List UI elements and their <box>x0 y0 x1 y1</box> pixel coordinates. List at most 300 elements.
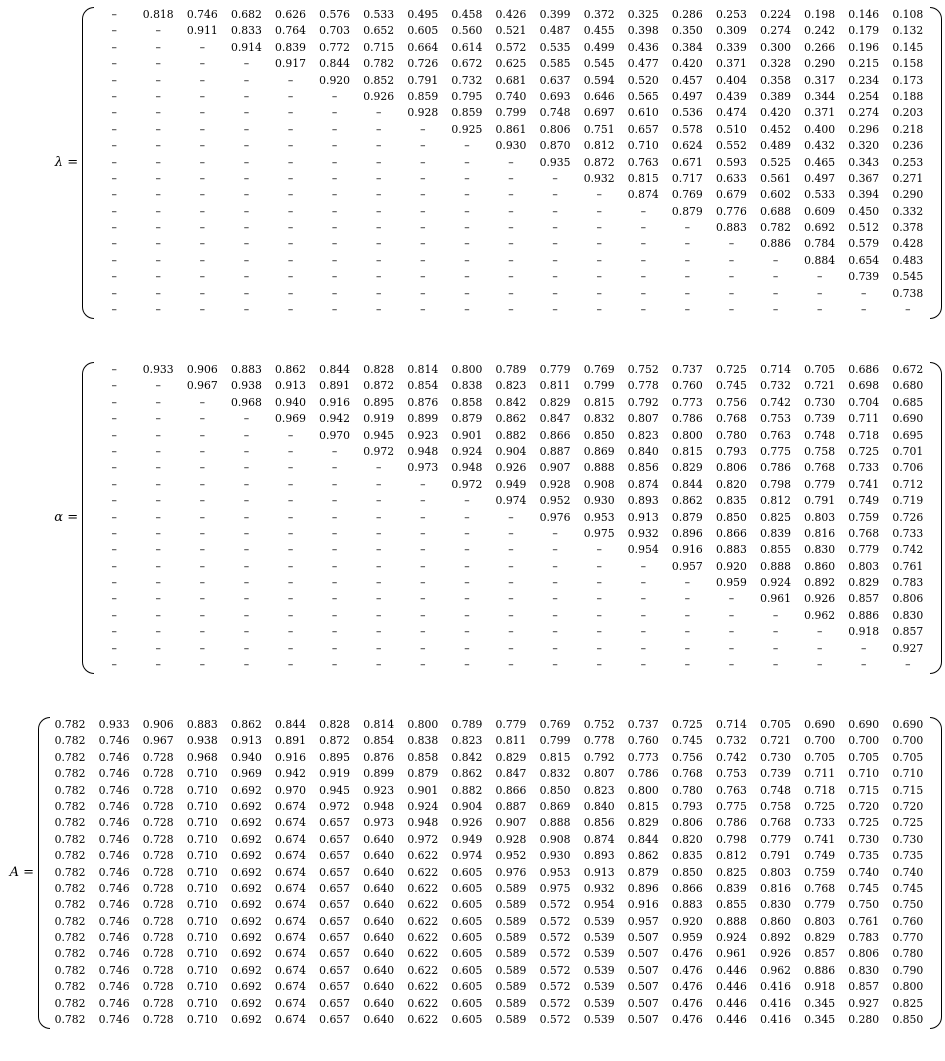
matrix-cell: 0.674 <box>275 931 306 945</box>
matrix-cell: – <box>287 73 294 87</box>
matrix-cell: – <box>508 559 514 573</box>
matrix-cell: – <box>155 428 161 442</box>
matrix-cell: 0.838 <box>407 734 439 748</box>
matrix-cell: 0.539 <box>583 931 615 945</box>
matrix-cell: 0.807 <box>583 767 615 781</box>
lambda-grid <box>92 7 930 318</box>
matrix-cell: 0.829 <box>627 816 659 830</box>
matrix-cell: 0.605 <box>451 898 483 912</box>
matrix-cell: – <box>155 286 161 300</box>
matrix-cell: 0.814 <box>407 363 439 376</box>
matrix-cell: – <box>111 363 117 376</box>
matrix-cell: 0.973 <box>407 461 439 475</box>
matrix-cell: – <box>508 658 514 672</box>
matrix-cell: 0.887 <box>539 444 571 458</box>
matrix-cell: 0.605 <box>451 1013 483 1027</box>
matrix-cell: 0.930 <box>583 494 615 508</box>
matrix-cell: – <box>816 625 823 639</box>
matrix-cell: – <box>111 576 117 590</box>
matrix-cell: 0.253 <box>892 155 924 169</box>
matrix-cell: 0.622 <box>407 849 439 863</box>
matrix-cell: 0.769 <box>539 718 571 731</box>
matrix-cell: – <box>640 270 646 284</box>
matrix-cell: – <box>199 139 206 153</box>
matrix-row <box>48 750 930 766</box>
matrix-cell: 0.870 <box>539 139 571 153</box>
matrix-cell: 0.926 <box>804 592 836 606</box>
matrix-cell: – <box>552 641 558 655</box>
matrix-cell: – <box>728 270 735 284</box>
matrix-cell: – <box>684 303 691 317</box>
matrix-cell: 0.879 <box>627 865 659 879</box>
matrix-cell: 0.760 <box>627 734 659 748</box>
matrix-cell: 0.930 <box>539 849 571 863</box>
matrix-cell: 0.728 <box>142 996 174 1010</box>
matrix-cell: 0.920 <box>715 559 747 573</box>
matrix-cell: – <box>287 303 294 317</box>
matrix-cell: 0.756 <box>671 750 703 764</box>
matrix-cell: – <box>508 155 514 169</box>
matrix-row <box>92 608 930 624</box>
matrix-cell: 0.761 <box>892 559 924 573</box>
matrix-row <box>48 717 930 733</box>
matrix-cell: – <box>155 395 161 409</box>
matrix-cell: – <box>684 221 691 235</box>
matrix-cell: 0.507 <box>627 963 659 977</box>
matrix-cell: 0.782 <box>54 898 86 912</box>
a-right-paren <box>930 717 942 1029</box>
matrix-cell: – <box>243 106 250 120</box>
matrix-cell: – <box>331 608 338 622</box>
matrix-cell: 0.793 <box>715 444 747 458</box>
matrix-cell: 0.682 <box>230 8 262 21</box>
matrix-cell: 0.812 <box>715 849 747 863</box>
matrix-cell: 0.458 <box>451 8 483 21</box>
matrix-cell: 0.882 <box>451 783 483 797</box>
matrix-row <box>92 362 930 378</box>
matrix-cell: 0.394 <box>848 188 880 202</box>
matrix-cell: – <box>199 253 206 267</box>
matrix-cell: – <box>287 155 294 169</box>
matrix-cell: 0.840 <box>627 444 659 458</box>
matrix-cell: 0.745 <box>848 881 880 895</box>
matrix-cell: – <box>331 559 338 573</box>
matrix-cell: 0.970 <box>319 428 351 442</box>
matrix-cell: 0.753 <box>760 412 791 426</box>
matrix-cell: 0.814 <box>363 718 395 731</box>
matrix-cell: 0.572 <box>539 947 571 961</box>
matrix-cell: 0.850 <box>539 783 571 797</box>
matrix-cell: 0.907 <box>495 816 527 830</box>
matrix-cell: 0.674 <box>275 980 306 994</box>
matrix-cell: 0.290 <box>804 57 836 71</box>
matrix-cell: 0.539 <box>583 996 615 1010</box>
matrix-cell: 0.756 <box>715 395 747 409</box>
matrix-cell: 0.957 <box>671 559 703 573</box>
matrix-cell: 0.565 <box>627 89 659 103</box>
matrix-cell: – <box>243 221 250 235</box>
matrix-cell: 0.704 <box>848 395 880 409</box>
matrix-cell: 0.858 <box>451 395 483 409</box>
matrix-cell: 0.940 <box>230 750 262 764</box>
matrix-cell: 0.913 <box>583 865 615 879</box>
matrix-cell: 0.657 <box>319 865 351 879</box>
matrix-cell: – <box>420 477 426 491</box>
matrix-cell: 0.869 <box>539 799 571 813</box>
matrix-cell: – <box>640 253 646 267</box>
matrix-cell: 0.688 <box>760 204 791 218</box>
matrix-cell: 0.705 <box>848 750 880 764</box>
matrix-cell: 0.605 <box>451 963 483 977</box>
matrix-cell: 0.398 <box>627 24 659 38</box>
matrix-cell: 0.572 <box>539 996 571 1010</box>
matrix-cell: 0.685 <box>892 395 924 409</box>
matrix-cell: 0.692 <box>230 1013 262 1027</box>
matrix-cell: 0.712 <box>892 477 924 491</box>
matrix-cell: 0.572 <box>539 914 571 928</box>
matrix-cell: 0.474 <box>715 106 747 120</box>
matrix-cell: 0.711 <box>848 412 880 426</box>
matrix-row <box>92 428 930 444</box>
matrix-cell: 0.728 <box>142 849 174 863</box>
matrix-cell: 0.733 <box>804 816 836 830</box>
matrix-cell: – <box>552 171 558 185</box>
matrix-cell: 0.844 <box>671 477 703 491</box>
matrix-cell: – <box>728 303 735 317</box>
matrix-cell: 0.829 <box>804 931 836 945</box>
matrix-cell: 0.254 <box>848 89 880 103</box>
matrix-cell: 0.693 <box>539 89 571 103</box>
matrix-cell: 0.953 <box>539 865 571 879</box>
matrix-cell: 0.345 <box>804 996 836 1010</box>
matrix-cell: 0.806 <box>539 122 571 136</box>
matrix-cell: – <box>376 543 382 557</box>
matrix-cell: 0.968 <box>186 750 218 764</box>
matrix-cell: 0.916 <box>671 543 703 557</box>
matrix-row <box>92 122 930 138</box>
matrix-cell: – <box>508 171 514 185</box>
matrix-cell: 0.759 <box>848 510 880 524</box>
matrix-cell: – <box>772 253 779 267</box>
matrix-cell: 0.657 <box>319 898 351 912</box>
matrix-cell: – <box>199 303 206 317</box>
matrix-cell: – <box>331 477 338 491</box>
matrix-cell: – <box>376 477 382 491</box>
matrix-cell: – <box>199 221 206 235</box>
a-matrix <box>0 717 945 1029</box>
matrix-cell: 0.872 <box>583 155 615 169</box>
matrix-cell: – <box>111 592 117 606</box>
matrix-cell: 0.782 <box>54 734 86 748</box>
matrix-cell: – <box>331 188 338 202</box>
matrix-cell: – <box>155 73 161 87</box>
matrix-cell: 0.686 <box>848 363 880 376</box>
matrix-row <box>48 865 930 881</box>
matrix-cell: 0.779 <box>804 477 836 491</box>
matrix-cell: 0.578 <box>671 122 703 136</box>
matrix-cell: 0.749 <box>848 494 880 508</box>
matrix-cell: 0.857 <box>848 980 880 994</box>
matrix-cell: 0.657 <box>319 881 351 895</box>
matrix-cell: 0.738 <box>892 286 924 300</box>
matrix-cell: 0.674 <box>275 914 306 928</box>
matrix-cell: 0.844 <box>319 57 351 71</box>
matrix-cell: 0.844 <box>275 718 306 731</box>
matrix-cell: – <box>243 171 250 185</box>
matrix-cell: 0.697 <box>583 106 615 120</box>
matrix-cell: – <box>728 253 735 267</box>
matrix-cell: – <box>596 592 602 606</box>
matrix-cell: 0.924 <box>715 931 747 945</box>
matrix-row <box>48 848 930 864</box>
matrix-cell: 0.745 <box>892 881 924 895</box>
matrix-cell: – <box>772 641 779 655</box>
matrix-cell: 0.654 <box>848 253 880 267</box>
matrix-cell: 0.700 <box>848 734 880 748</box>
matrix-cell: – <box>640 204 646 218</box>
matrix-cell: 0.886 <box>760 237 791 251</box>
matrix-cell: 0.820 <box>671 832 703 846</box>
matrix-cell: 0.710 <box>186 783 218 797</box>
matrix-cell: – <box>243 608 250 622</box>
matrix-cell: – <box>640 641 646 655</box>
matrix-cell: – <box>464 237 470 251</box>
matrix-cell: 0.782 <box>54 980 86 994</box>
matrix-cell: 0.746 <box>98 996 130 1010</box>
matrix-cell: 0.806 <box>892 592 924 606</box>
matrix-cell: 0.768 <box>671 767 703 781</box>
matrix-cell: 0.896 <box>671 526 703 540</box>
matrix-cell: – <box>243 204 250 218</box>
matrix-cell: – <box>420 253 426 267</box>
matrix-cell: 0.576 <box>319 8 351 21</box>
matrix-cell: 0.728 <box>142 881 174 895</box>
matrix-cell: 0.572 <box>539 963 571 977</box>
matrix-cell: – <box>861 286 867 300</box>
matrix-cell: 0.720 <box>848 799 880 813</box>
matrix-cell: 0.705 <box>804 363 836 376</box>
matrix-cell: 0.710 <box>186 767 218 781</box>
matrix-cell: 0.657 <box>319 947 351 961</box>
matrix-cell: – <box>552 253 558 267</box>
matrix-cell: 0.920 <box>319 73 351 87</box>
matrix-cell: 0.718 <box>804 783 836 797</box>
matrix-cell: 0.715 <box>892 783 924 797</box>
matrix-cell: 0.625 <box>495 57 527 71</box>
matrix-row <box>92 171 930 187</box>
matrix-cell: – <box>464 625 470 639</box>
matrix-cell: – <box>155 122 161 136</box>
matrix-cell: 0.975 <box>539 881 571 895</box>
matrix-cell: 0.874 <box>583 832 615 846</box>
matrix-cell: 0.959 <box>671 931 703 945</box>
matrix-cell: – <box>331 237 338 251</box>
matrix-cell: 0.823 <box>451 734 483 748</box>
matrix-cell: 0.779 <box>539 363 571 376</box>
matrix-cell: – <box>243 253 250 267</box>
matrix-cell: 0.776 <box>715 204 747 218</box>
matrix-cell: 0.779 <box>848 543 880 557</box>
matrix-cell: 0.893 <box>627 494 659 508</box>
matrix-cell: 0.400 <box>804 122 836 136</box>
matrix-cell: 0.622 <box>407 898 439 912</box>
matrix-cell: – <box>243 494 250 508</box>
matrix-cell: 0.735 <box>892 849 924 863</box>
matrix-cell: 0.769 <box>671 188 703 202</box>
matrix-cell: 0.961 <box>760 592 791 606</box>
matrix-cell: – <box>640 559 646 573</box>
matrix-cell: 0.507 <box>627 947 659 961</box>
matrix-cell: – <box>464 270 470 284</box>
alpha-label: α = <box>54 509 79 525</box>
matrix-cell: 0.748 <box>804 428 836 442</box>
matrix-cell: 0.732 <box>760 379 791 393</box>
matrix-cell: 0.746 <box>98 947 130 961</box>
matrix-cell: 0.726 <box>407 57 439 71</box>
matrix-cell: 0.579 <box>848 237 880 251</box>
matrix-cell: – <box>552 526 558 540</box>
matrix-cell: 0.646 <box>583 89 615 103</box>
matrix-cell: – <box>596 303 602 317</box>
matrix-cell: 0.710 <box>186 849 218 863</box>
matrix-cell: 0.949 <box>495 477 527 491</box>
matrix-cell: 0.605 <box>407 24 439 38</box>
matrix-cell: 0.962 <box>804 608 836 622</box>
matrix-cell: 0.674 <box>275 947 306 961</box>
matrix-cell: 0.907 <box>539 461 571 475</box>
matrix-cell: 0.739 <box>848 270 880 284</box>
matrix-cell: 0.224 <box>760 8 791 21</box>
matrix-cell: – <box>861 658 867 672</box>
matrix-cell: 0.640 <box>363 1013 395 1027</box>
matrix-row <box>92 220 930 236</box>
matrix-cell: 0.914 <box>230 40 262 54</box>
matrix-cell: – <box>243 510 250 524</box>
matrix-cell: 0.274 <box>760 24 791 38</box>
matrix-cell: 0.935 <box>539 155 571 169</box>
matrix-cell: – <box>111 57 117 71</box>
matrix-cell: 0.739 <box>760 767 791 781</box>
matrix-cell: 0.842 <box>451 750 483 764</box>
matrix-cell: 0.371 <box>715 57 747 71</box>
matrix-cell: 0.728 <box>142 783 174 797</box>
matrix-cell: 0.367 <box>848 171 880 185</box>
matrix-cell: 0.399 <box>539 8 571 21</box>
matrix-cell: 0.924 <box>407 799 439 813</box>
matrix-cell: – <box>199 40 206 54</box>
matrix-cell: 0.439 <box>715 89 747 103</box>
matrix-cell: – <box>596 270 602 284</box>
matrix-cell: – <box>596 625 602 639</box>
matrix-cell: 0.622 <box>407 947 439 961</box>
matrix-cell: 0.969 <box>230 767 262 781</box>
matrix-cell: 0.746 <box>98 1013 130 1027</box>
matrix-cell: – <box>111 155 117 169</box>
matrix-cell: 0.746 <box>98 898 130 912</box>
matrix-cell: 0.416 <box>760 980 791 994</box>
matrix-cell: 0.930 <box>495 139 527 153</box>
matrix-cell: – <box>420 270 426 284</box>
matrix-cell: 0.733 <box>848 461 880 475</box>
matrix-cell: 0.830 <box>892 608 924 622</box>
matrix-cell: 0.792 <box>583 750 615 764</box>
matrix-cell: 0.657 <box>319 996 351 1010</box>
matrix-cell: 0.959 <box>715 576 747 590</box>
matrix-cell: 0.860 <box>804 559 836 573</box>
matrix-cell: 0.533 <box>363 8 395 21</box>
matrix-cell: – <box>111 395 117 409</box>
matrix-cell: 0.866 <box>495 783 527 797</box>
matrix-cell: 0.932 <box>627 526 659 540</box>
matrix-cell: – <box>596 559 602 573</box>
matrix-cell: 0.932 <box>583 171 615 185</box>
matrix-cell: 0.594 <box>583 73 615 87</box>
matrix-cell: 0.746 <box>98 767 130 781</box>
matrix-cell: – <box>508 510 514 524</box>
matrix-row <box>92 286 930 302</box>
matrix-cell: 0.715 <box>363 40 395 54</box>
matrix-cell: – <box>376 592 382 606</box>
matrix-cell: 0.692 <box>230 783 262 797</box>
matrix-cell: 0.657 <box>319 980 351 994</box>
matrix-cell: – <box>420 155 426 169</box>
matrix-cell: – <box>199 204 206 218</box>
matrix-cell: 0.674 <box>275 996 306 1010</box>
matrix-cell: 0.525 <box>760 155 791 169</box>
matrix-row <box>48 783 930 799</box>
matrix-cell: 0.928 <box>495 832 527 846</box>
matrix-cell: 0.637 <box>539 73 571 87</box>
matrix-cell: 0.622 <box>407 881 439 895</box>
matrix-cell: 0.888 <box>715 914 747 928</box>
matrix-cell: 0.782 <box>54 881 86 895</box>
matrix-cell: 0.861 <box>495 122 527 136</box>
matrix-cell: 0.737 <box>627 718 659 731</box>
matrix-cell: – <box>728 592 735 606</box>
matrix-cell: 0.879 <box>671 204 703 218</box>
matrix-cell: – <box>199 444 206 458</box>
matrix-cell: 0.872 <box>363 379 395 393</box>
matrix-cell: 0.763 <box>627 155 659 169</box>
matrix-cell: – <box>376 286 382 300</box>
matrix-cell: 0.911 <box>186 24 218 38</box>
matrix-cell: 0.832 <box>583 412 615 426</box>
matrix-cell: 0.274 <box>848 106 880 120</box>
matrix-cell: 0.521 <box>495 24 527 38</box>
matrix-cell: – <box>287 543 294 557</box>
matrix-cell: 0.975 <box>583 526 615 540</box>
matrix-cell: – <box>331 592 338 606</box>
matrix-cell: 0.768 <box>715 412 747 426</box>
matrix-cell: – <box>376 204 382 218</box>
matrix-cell: – <box>552 658 558 672</box>
matrix-cell: – <box>331 658 338 672</box>
matrix-cell: – <box>772 625 779 639</box>
matrix-cell: 0.730 <box>892 832 924 846</box>
matrix-cell: 0.732 <box>715 734 747 748</box>
matrix-cell: – <box>287 592 294 606</box>
matrix-cell: 0.320 <box>848 139 880 153</box>
matrix-cell: 0.344 <box>804 89 836 103</box>
matrix-cell: – <box>684 270 691 284</box>
matrix-cell: 0.539 <box>583 914 615 928</box>
matrix-cell: 0.520 <box>627 73 659 87</box>
matrix-cell: 0.416 <box>760 1013 791 1027</box>
alpha-right-paren <box>930 362 942 674</box>
matrix-row <box>48 766 930 782</box>
matrix-cell: 0.745 <box>671 734 703 748</box>
matrix-cell: 0.782 <box>760 221 791 235</box>
